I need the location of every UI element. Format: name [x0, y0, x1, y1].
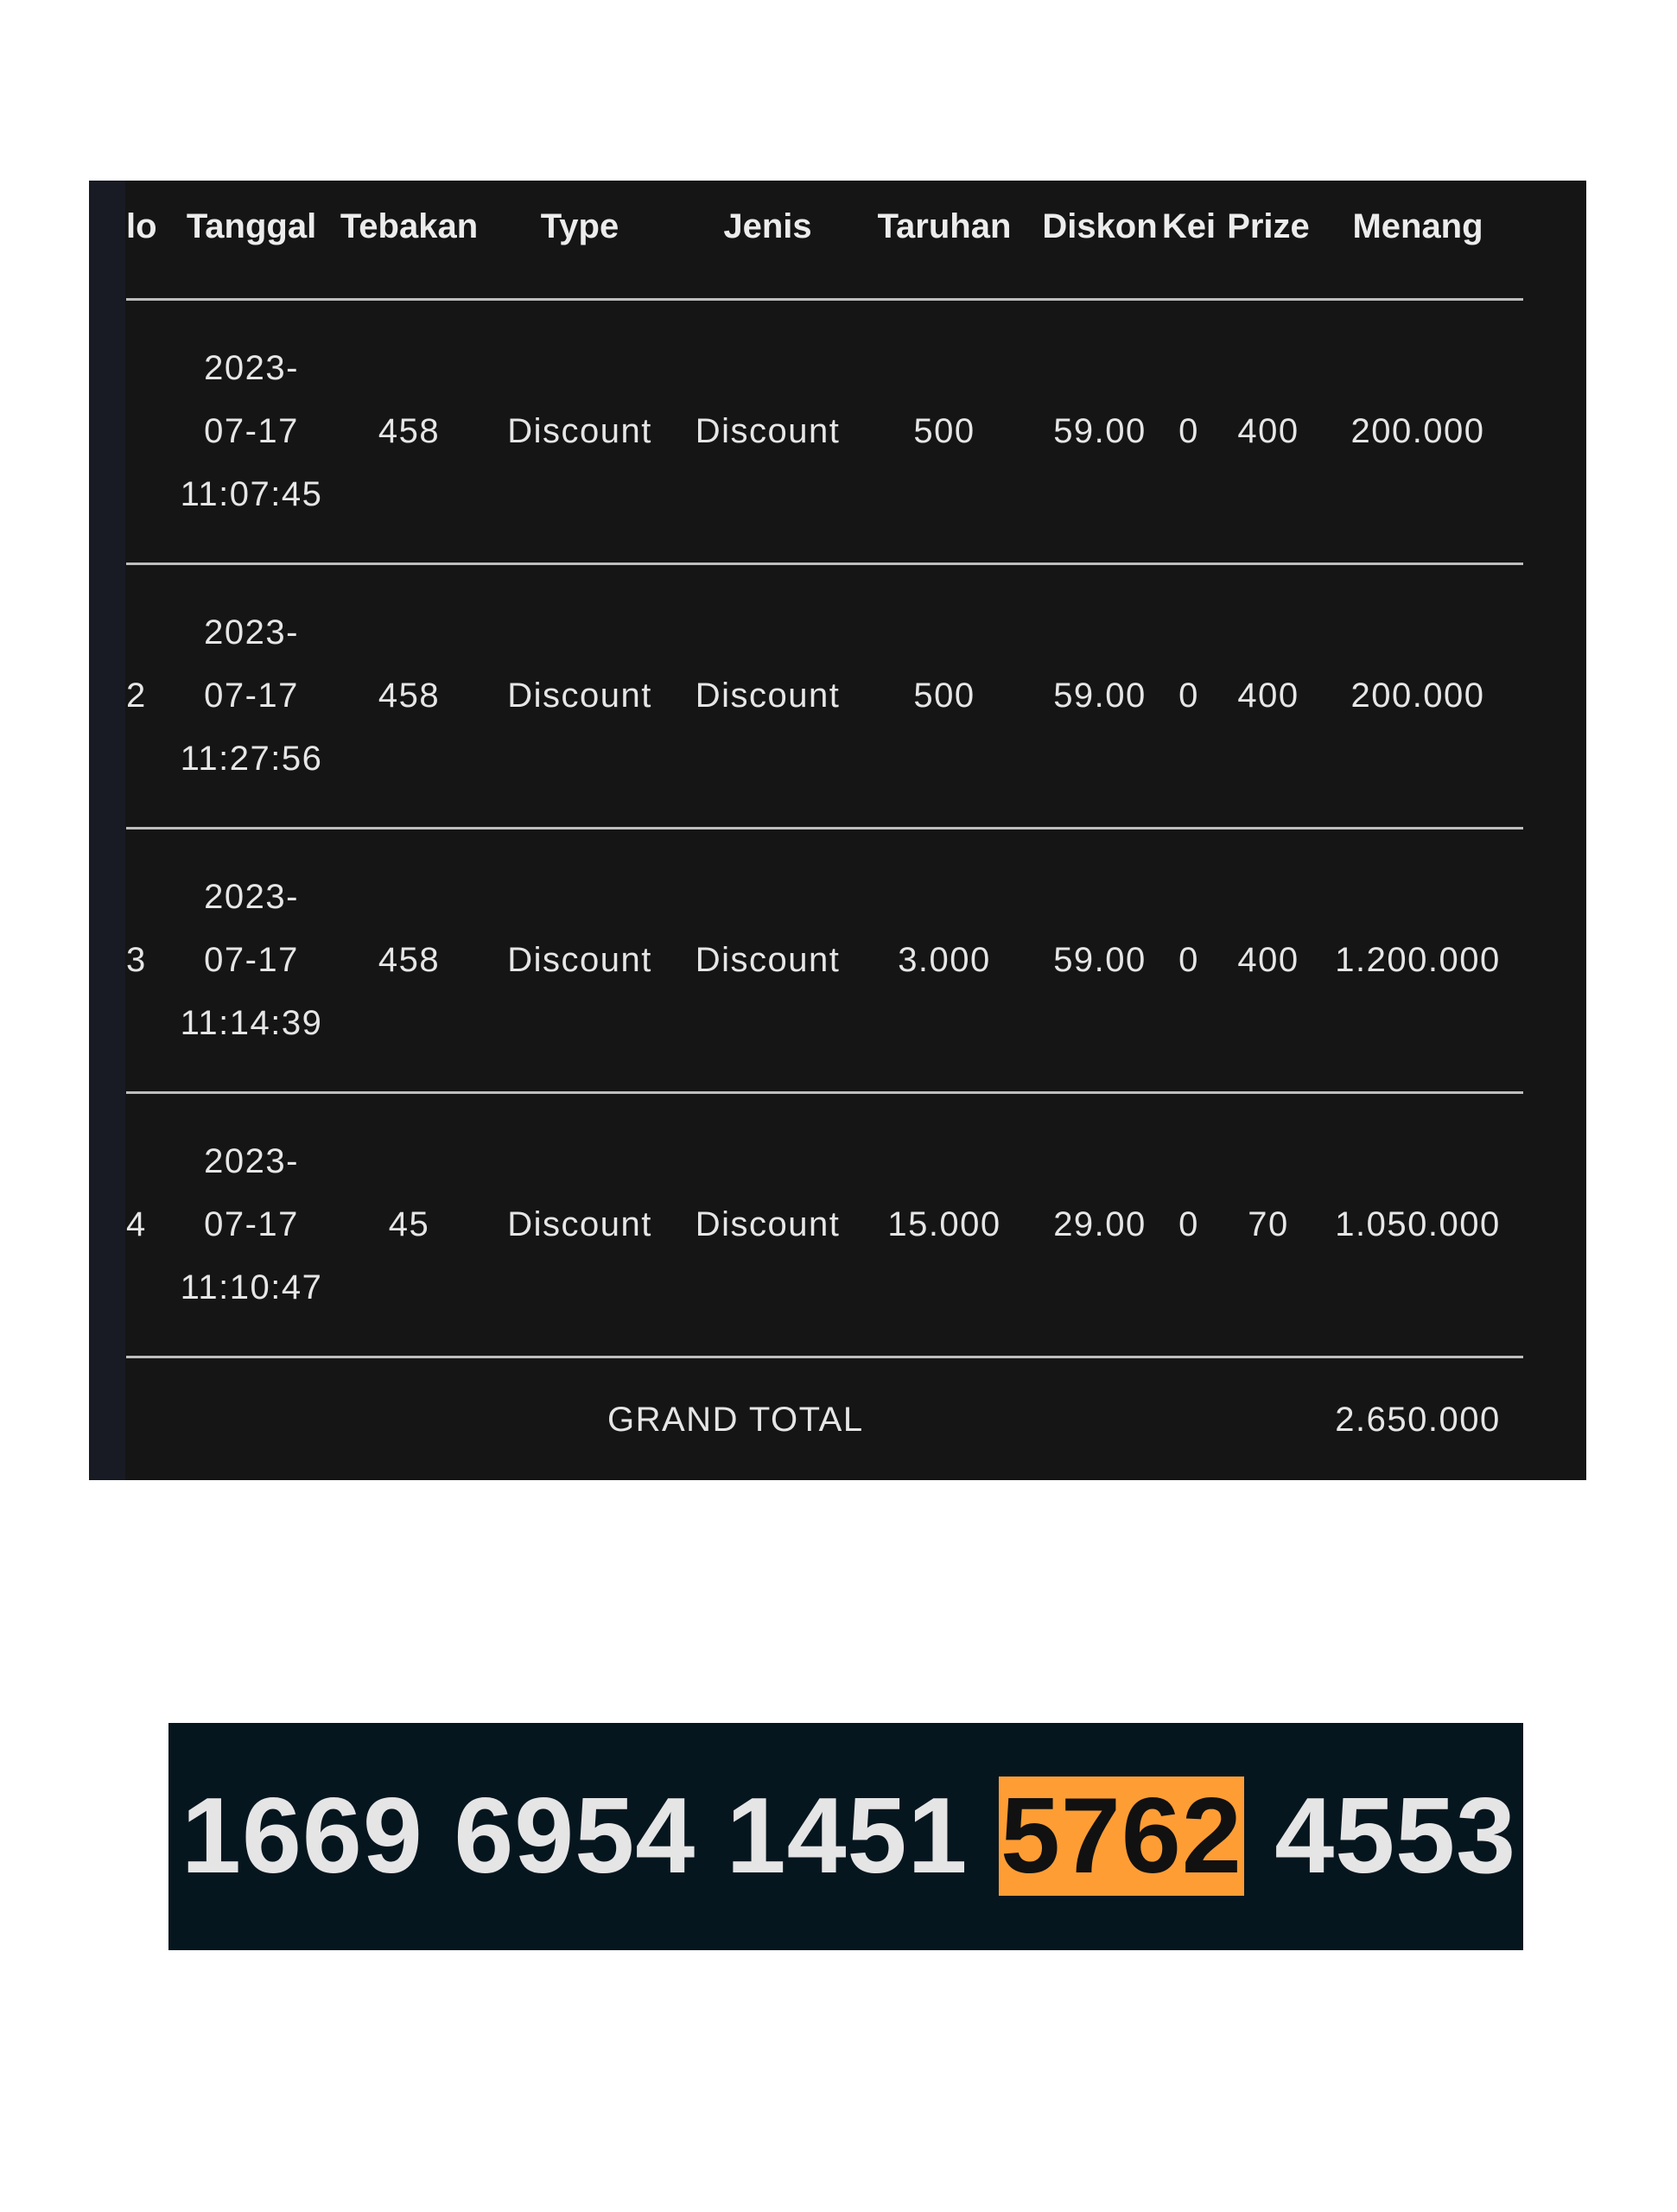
row-taruhan: 15.000: [887, 1205, 1001, 1243]
row-tebakan: 45: [388, 1205, 430, 1243]
row-jenis: Discount: [695, 677, 841, 715]
row-diskon: 59.00: [1053, 412, 1147, 450]
row-tebakan: 458: [378, 941, 441, 979]
row-date: [178, 301, 325, 563]
row-date: [178, 830, 325, 1091]
row-kei: 0: [1178, 412, 1199, 450]
row-tebakan: 458: [378, 677, 441, 715]
row-number: [126, 301, 161, 563]
header-prize: Prize: [1227, 207, 1310, 245]
row-menang: 1.050.000: [1335, 1205, 1501, 1243]
grand-total-row: [126, 1360, 1523, 1480]
row-jenis: Discount: [695, 941, 841, 979]
row-tebakan: 458: [378, 412, 441, 450]
table-row: [126, 830, 1523, 1094]
result-number-banner: [168, 1723, 1523, 1950]
row-kei: 0: [1178, 1205, 1199, 1243]
row-prize: 400: [1237, 941, 1299, 979]
date-line: 2023-: [204, 613, 299, 652]
header-tanggal: Tanggal: [186, 207, 317, 245]
row-menang: 1.200.000: [1335, 941, 1501, 979]
row-diskon: 59.00: [1053, 941, 1147, 979]
row-diskon: 29.00: [1053, 1205, 1147, 1243]
number-group: 4553: [1274, 1777, 1517, 1896]
bet-history-panel: [89, 181, 1586, 1480]
header-no: lo: [126, 207, 157, 245]
date-line: 07-17: [204, 677, 299, 715]
date-line: 07-17: [204, 941, 299, 979]
date-line: 2023-: [204, 1142, 299, 1180]
row-type: Discount: [507, 677, 652, 715]
grand-total-label: GRAND TOTAL: [607, 1401, 864, 1439]
number-group: 1669: [181, 1777, 423, 1896]
row-type: Discount: [507, 412, 652, 450]
bet-history-table: [126, 181, 1523, 1480]
row-menang: 200.000: [1350, 412, 1485, 450]
row-type: Discount: [507, 941, 652, 979]
row-taruhan: 3.000: [898, 941, 991, 979]
row-menang: 200.000: [1350, 677, 1485, 715]
table-row: [126, 565, 1523, 830]
row-type: Discount: [507, 1205, 652, 1243]
row-kei: 0: [1178, 941, 1199, 979]
row-diskon: 59.00: [1053, 677, 1147, 715]
date-line: 07-17: [204, 1205, 299, 1243]
result-digits: [181, 1723, 1516, 1950]
header-type: Type: [540, 207, 619, 245]
row-number: 4: [126, 1205, 147, 1243]
header-diskon: Diskon: [1042, 207, 1158, 245]
number-group: 6954: [454, 1777, 696, 1896]
time-line: 11:14:39: [180, 1004, 323, 1042]
row-number: 3: [126, 941, 147, 979]
row-prize: 400: [1237, 412, 1299, 450]
row-taruhan: 500: [913, 412, 975, 450]
row-date: [178, 1094, 325, 1356]
table-row: [126, 1094, 1523, 1358]
date-line: 2023-: [204, 878, 299, 916]
time-line: 11:07:45: [180, 475, 323, 513]
grand-total-value: 2.650.000: [1335, 1401, 1501, 1439]
header-jenis: Jenis: [723, 207, 812, 245]
table-row: [126, 301, 1523, 565]
header-taruhan: Taruhan: [877, 207, 1012, 245]
time-line: 11:10:47: [180, 1268, 323, 1306]
header-menang: Menang: [1352, 207, 1483, 245]
row-prize: 70: [1248, 1205, 1289, 1243]
header-kei: Kei: [1161, 207, 1216, 245]
row-kei: 0: [1178, 677, 1199, 715]
number-group: 1451: [726, 1777, 969, 1896]
panel-left-edge: [89, 181, 125, 1480]
row-prize: 400: [1237, 677, 1299, 715]
row-jenis: Discount: [695, 1205, 841, 1243]
row-jenis: Discount: [695, 412, 841, 450]
row-date: [178, 565, 325, 827]
highlighted-number-group: 5762: [1000, 1777, 1242, 1896]
row-number: 2: [126, 677, 147, 715]
table-header: [126, 181, 1523, 301]
time-line: 11:27:56: [180, 740, 323, 778]
date-line: 2023-: [204, 349, 299, 387]
header-tebakan: Tebakan: [340, 207, 479, 245]
date-line: 07-17: [204, 412, 299, 450]
row-taruhan: 500: [913, 677, 975, 715]
